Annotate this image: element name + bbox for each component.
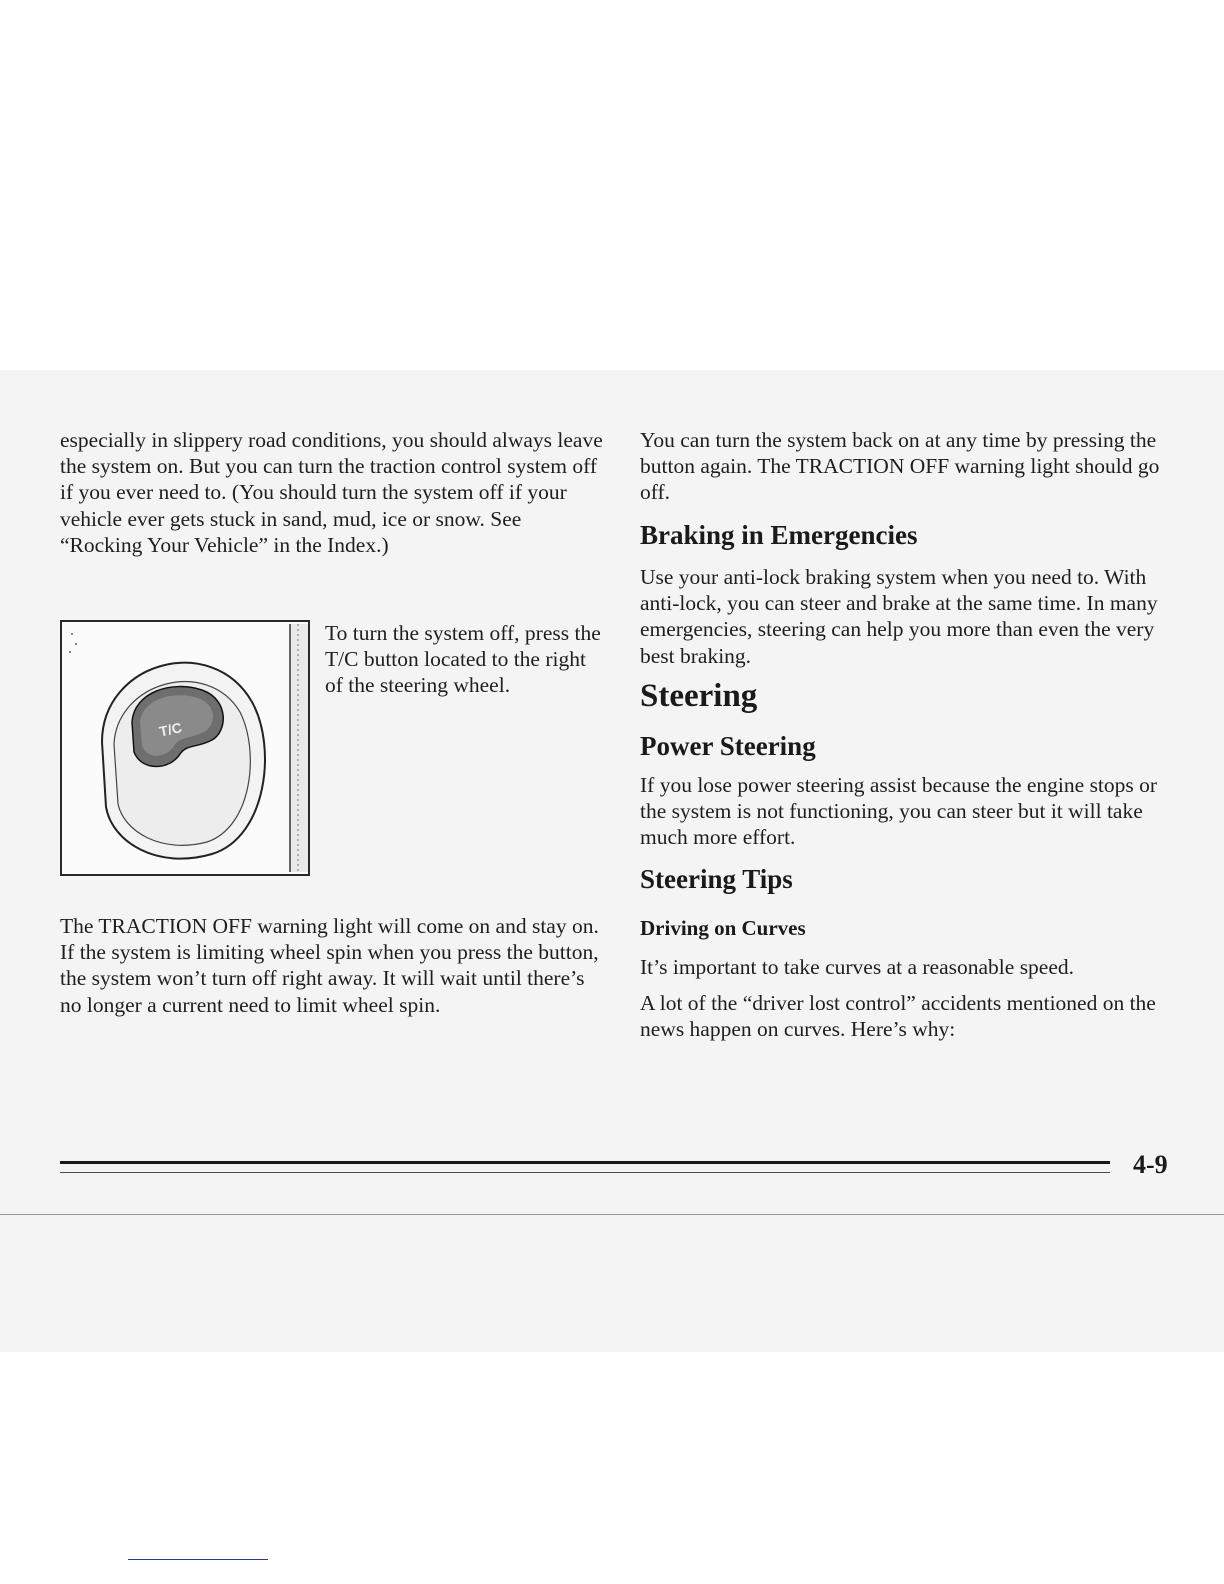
traction-off-section	[60, 913, 605, 1018]
steering-tips-heading-wrap	[640, 864, 793, 895]
footer-rule-thick	[60, 1161, 1110, 1164]
tc-button-label: T/C	[157, 719, 184, 740]
curves-paragraph-2: A lot of the “driver lost control” accidents mentioned on the news happen on curves. Here’s why:	[640, 991, 1156, 1042]
tc-button-drawing	[62, 622, 308, 874]
power-steering-paragraph: If you lose power steering assist because the engine stops or the system is not functioning, you can steer but it will take much more effort.	[640, 773, 1158, 850]
trim-strip	[290, 624, 308, 872]
power-steering-section	[640, 772, 1180, 851]
traction-off-paragraph: The TRACTION OFF warning light will come on and stay on. If the system is limiting wheel spin when you press the button, the system won’t turn off right away. It will wait until there’s no longer a current need to limit wheel spin.	[60, 914, 599, 1017]
power-steering-heading-wrap	[640, 731, 816, 762]
intro-paragraph: especially in slippery road conditions, you should always leave the system on. But you can turn the traction control system off if you ever need to. (You should turn the system off if your vehicle ever gets stuck in sand, mud, ice or snow. See “Rocking Your Vehicle” in the Index.)	[60, 428, 603, 557]
speck	[69, 651, 71, 653]
footer-rule-thin	[60, 1172, 1110, 1173]
braking-heading-wrap	[640, 520, 918, 551]
braking-heading: Braking in Emergencies	[640, 520, 918, 550]
steering-heading-wrap	[640, 678, 757, 715]
curves-heading-wrap	[640, 916, 806, 941]
turn-on-section	[640, 427, 1180, 506]
curves-section-2	[640, 990, 1180, 1042]
power-steering-heading: Power Steering	[640, 731, 816, 761]
braking-paragraph: Use your anti-lock braking system when you need to. With anti-lock, you can steer and brake at the same time. In many emergencies, steering can help you more than even the very best braking.	[640, 565, 1158, 668]
page-number: 4-9	[1133, 1150, 1168, 1179]
curves-section-1	[640, 954, 1180, 980]
speck	[71, 633, 73, 635]
speck	[75, 643, 77, 645]
page-bottom-rule	[0, 1214, 1224, 1215]
braking-section	[640, 564, 1180, 669]
figure-caption	[325, 620, 605, 699]
caption-text: To turn the system off, press the T/C button located to the right of the steering wheel.	[325, 621, 601, 698]
left-column	[60, 427, 605, 558]
steering-tips-heading: Steering Tips	[640, 864, 793, 894]
steering-heading: Steering	[640, 678, 758, 714]
curves-paragraph-1: It’s important to take curves at a reasonable speed.	[640, 955, 1075, 979]
driving-on-curves-heading: Driving on Curves	[640, 916, 806, 940]
turn-on-paragraph: You can turn the system back on at any time by pressing the button again. The TRACTION OFF warning light should go off.	[640, 428, 1160, 505]
stub-line	[128, 1559, 268, 1560]
tc-button-illustration	[60, 620, 310, 876]
